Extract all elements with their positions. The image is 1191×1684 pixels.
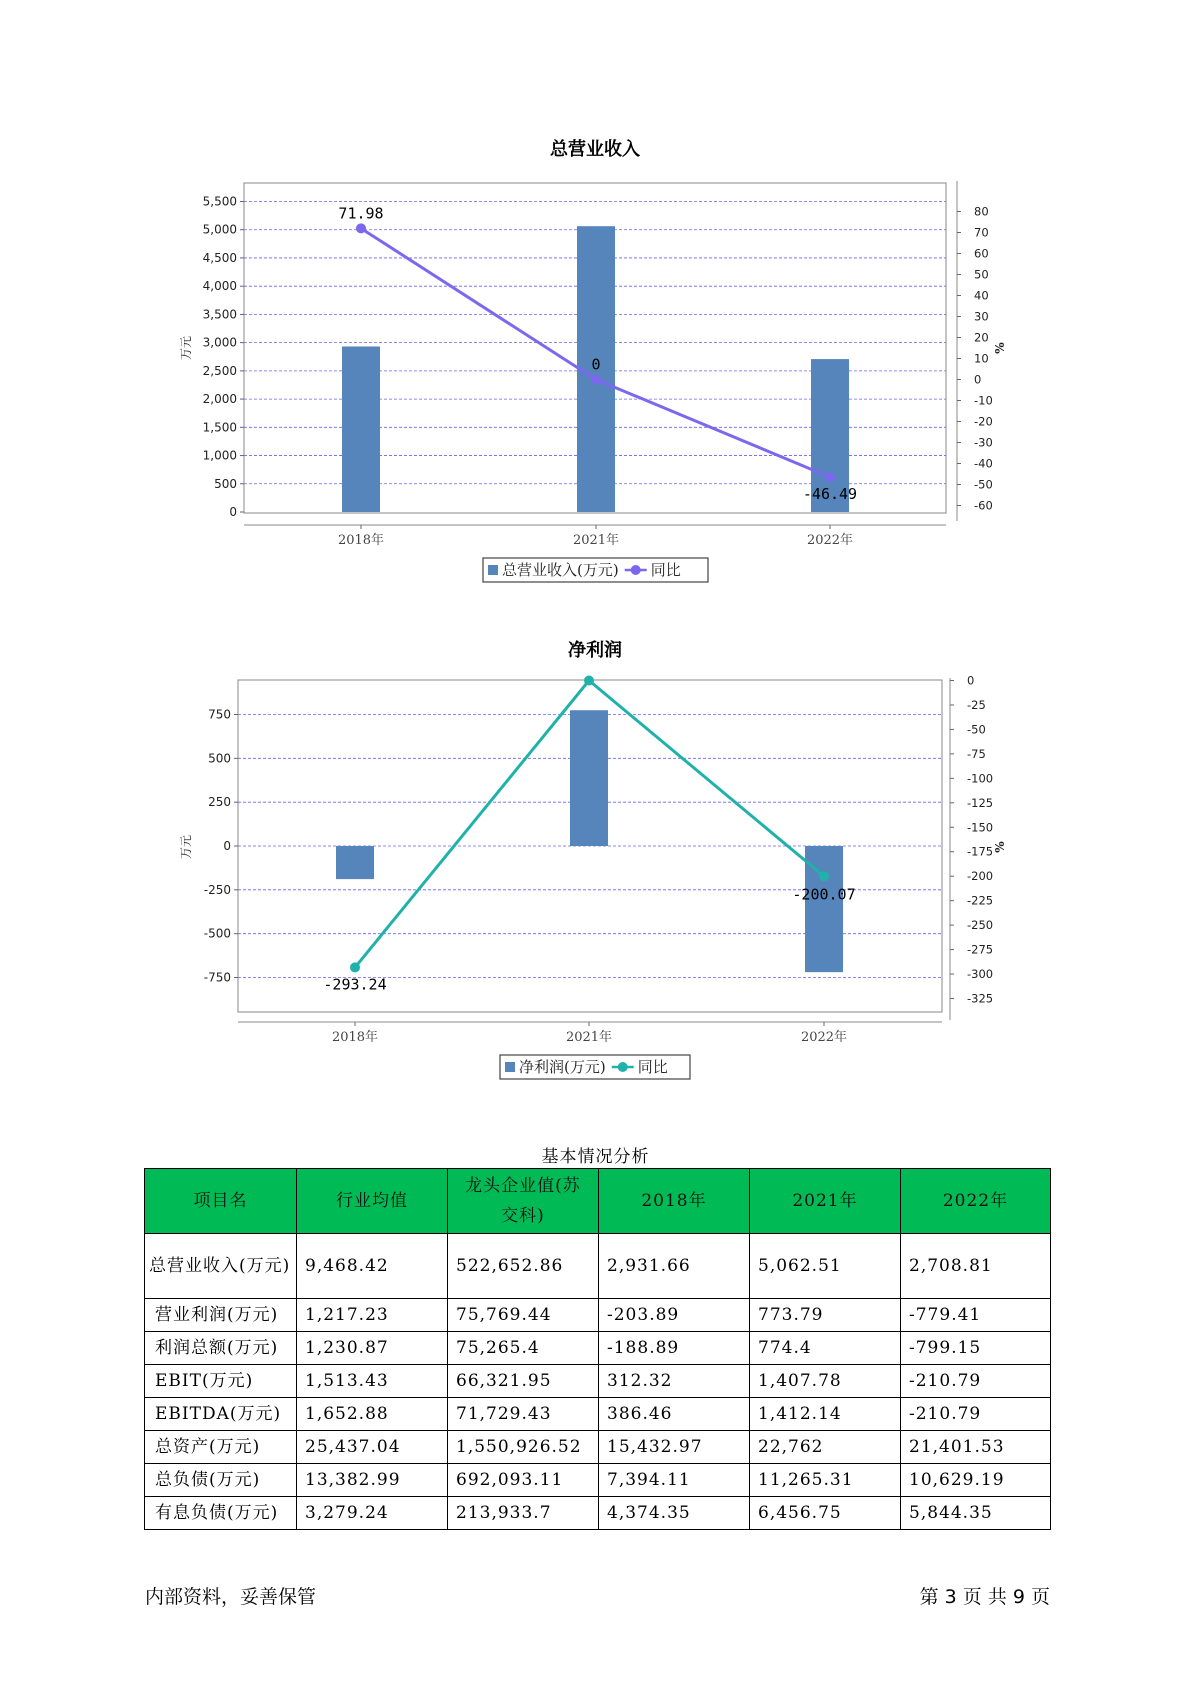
chart-title: 总营业收入 xyxy=(550,139,640,160)
data-label: 0 xyxy=(591,355,601,374)
right-tick-label: -25 xyxy=(967,697,986,712)
table-cell: 15,432.97 xyxy=(599,1431,750,1464)
table-row xyxy=(145,1431,1051,1464)
table-row xyxy=(145,1299,1051,1332)
table-cell: 9,468.42 xyxy=(297,1234,448,1299)
table-body xyxy=(145,1234,1051,1530)
table-cell: -188.89 xyxy=(599,1332,750,1365)
right-tick-label: -50 xyxy=(974,477,993,492)
table-row-label: 总营业收入(万元) xyxy=(145,1234,297,1299)
table-row-label: EBIT(万元) xyxy=(145,1365,297,1398)
table-row-label: 利润总额(万元) xyxy=(145,1332,297,1365)
left-tick-label: 3,500 xyxy=(202,307,237,322)
left-tick-label: 5,500 xyxy=(202,194,237,209)
header-2018: 2018年 xyxy=(599,1169,750,1234)
left-tick-label: 4,000 xyxy=(202,279,237,294)
legend-line-label: 同比 xyxy=(637,1058,668,1076)
table-row-label: EBITDA(万元) xyxy=(145,1398,297,1431)
right-tick-label: -40 xyxy=(974,456,993,471)
data-label: -200.07 xyxy=(792,885,856,904)
legend-line-label: 同比 xyxy=(650,561,681,579)
x-tick-label: 2018年 xyxy=(331,1030,379,1045)
table-cell: 1,230.87 xyxy=(297,1332,448,1365)
table-title: 基本情况分析 xyxy=(541,1147,650,1167)
x-tick-label: 2018年 xyxy=(337,533,385,548)
table-cell: 22,762 xyxy=(750,1431,901,1464)
right-tick-label: -225 xyxy=(967,893,994,908)
table-row xyxy=(145,1332,1051,1365)
left-tick-label: 2,000 xyxy=(202,392,237,407)
net-profit-chart-svg xyxy=(0,630,1191,1100)
table-cell: 5,062.51 xyxy=(750,1234,901,1299)
left-tick-label: 3,000 xyxy=(202,335,237,350)
left-tick-label: -750 xyxy=(203,970,231,985)
right-tick-label: -275 xyxy=(967,942,994,957)
right-tick-label: -325 xyxy=(967,991,994,1006)
table-cell: -203.89 xyxy=(599,1299,750,1332)
right-tick-label: -10 xyxy=(974,393,993,408)
x-tick-label: 2021年 xyxy=(565,1030,613,1045)
right-tick-label: 50 xyxy=(974,267,989,282)
table-cell: 13,382.99 xyxy=(297,1464,448,1497)
basic-analysis-table xyxy=(144,1168,1051,1530)
table-cell: 25,437.04 xyxy=(297,1431,448,1464)
table-cell: -210.79 xyxy=(901,1398,1051,1431)
right-tick-label: 60 xyxy=(974,246,989,261)
footer-page-number: 第 3 页 共 9 页 xyxy=(919,1586,1050,1608)
bar xyxy=(342,346,380,512)
x-tick-label: 2022年 xyxy=(806,533,854,548)
revenue-chart-svg xyxy=(0,130,1191,600)
left-tick-label: 4,500 xyxy=(202,250,237,265)
table-cell: 1,407.78 xyxy=(750,1365,901,1398)
right-tick-label: -20 xyxy=(974,414,993,429)
legend-bar-label: 总营业收入(万元) xyxy=(502,561,619,579)
left-tick-label: -500 xyxy=(203,926,231,941)
right-tick-label: 0 xyxy=(967,673,975,688)
table-cell: 75,265.4 xyxy=(448,1332,599,1365)
right-axis-label: % xyxy=(993,841,1007,853)
legend-bar-swatch xyxy=(505,1062,515,1072)
data-label: 71.98 xyxy=(338,204,384,223)
right-tick-label: 20 xyxy=(974,330,989,345)
right-tick-label: -175 xyxy=(967,844,994,859)
table-cell: 522,652.86 xyxy=(448,1234,599,1299)
table-cell: 1,513.43 xyxy=(297,1365,448,1398)
table-row-label: 总负债(万元) xyxy=(145,1464,297,1497)
header-2021: 2021年 xyxy=(750,1169,901,1234)
table-cell: 3,279.24 xyxy=(297,1497,448,1530)
table-cell: 692,093.11 xyxy=(448,1464,599,1497)
left-tick-label: 250 xyxy=(208,795,231,810)
table-row xyxy=(145,1464,1051,1497)
table-cell: 5,844.35 xyxy=(901,1497,1051,1530)
legend-bar-label: 净利润(万元) xyxy=(519,1058,606,1076)
legend-bar-swatch xyxy=(488,565,498,575)
table-row-label: 总资产(万元) xyxy=(145,1431,297,1464)
table-cell: 773.79 xyxy=(750,1299,901,1332)
right-tick-label: -50 xyxy=(967,722,986,737)
right-tick-label: 80 xyxy=(974,204,989,219)
table-cell: 1,652.88 xyxy=(297,1398,448,1431)
yoy-point xyxy=(825,472,835,482)
right-tick-label: 30 xyxy=(974,309,989,324)
left-tick-label: 1,000 xyxy=(202,448,237,463)
table-cell: 386.46 xyxy=(599,1398,750,1431)
table-cell: 66,321.95 xyxy=(448,1365,599,1398)
table-cell: 312.32 xyxy=(599,1365,750,1398)
yoy-point xyxy=(819,871,829,881)
left-axis-label: 万元 xyxy=(179,834,193,860)
footer-confidential-note: 内部资料，妥善保管 xyxy=(145,1586,317,1608)
table-row xyxy=(145,1497,1051,1530)
table-cell: -210.79 xyxy=(901,1365,1051,1398)
table-cell: 4,374.35 xyxy=(599,1497,750,1530)
table-row-label: 有息负债(万元) xyxy=(145,1497,297,1530)
yoy-point xyxy=(350,962,360,972)
data-label: -293.24 xyxy=(323,975,387,994)
table-cell: 11,265.31 xyxy=(750,1464,901,1497)
table-row xyxy=(145,1365,1051,1398)
header-industry-average: 行业均值 xyxy=(297,1169,448,1234)
left-tick-label: 0 xyxy=(223,839,231,853)
table-cell: 1,550,926.52 xyxy=(448,1431,599,1464)
left-tick-label: 750 xyxy=(208,707,231,722)
right-tick-label: -30 xyxy=(974,435,993,450)
table-header-row xyxy=(145,1169,1051,1234)
table-cell: 10,629.19 xyxy=(901,1464,1051,1497)
right-tick-label: -200 xyxy=(967,869,994,884)
table-cell: 1,412.14 xyxy=(750,1398,901,1431)
x-tick-label: 2021年 xyxy=(572,533,620,548)
right-tick-label: -125 xyxy=(967,795,994,810)
table-row xyxy=(145,1398,1051,1431)
table-cell: 75,769.44 xyxy=(448,1299,599,1332)
right-tick-label: -250 xyxy=(967,918,994,933)
bar xyxy=(570,710,608,846)
header-item-name: 项目名 xyxy=(145,1169,297,1234)
yoy-point xyxy=(584,676,594,686)
data-label: -46.49 xyxy=(802,485,858,504)
header-leader-value: 龙头企业值(苏交科) xyxy=(448,1169,599,1234)
table-cell: 2,931.66 xyxy=(599,1234,750,1299)
table-cell: 2,708.81 xyxy=(901,1234,1051,1299)
bar xyxy=(336,846,374,879)
right-tick-label: 10 xyxy=(974,351,989,366)
left-axis-label: 万元 xyxy=(179,335,193,361)
net-profit-chart xyxy=(0,630,1191,1100)
right-tick-label: -75 xyxy=(967,746,986,761)
right-tick-label: -150 xyxy=(967,820,994,835)
right-tick-label: 0 xyxy=(974,372,982,387)
left-tick-label: 500 xyxy=(208,751,231,766)
right-axis-label: % xyxy=(993,342,1007,354)
table-cell: 213,933.7 xyxy=(448,1497,599,1530)
table-cell: 1,217.23 xyxy=(297,1299,448,1332)
header-2022: 2022年 xyxy=(901,1169,1051,1234)
table-row-label: 营业利润(万元) xyxy=(145,1299,297,1332)
right-tick-label: -300 xyxy=(967,967,994,982)
chart-title: 净利润 xyxy=(568,640,622,661)
table-cell: 7,394.11 xyxy=(599,1464,750,1497)
table-cell: 6,456.75 xyxy=(750,1497,901,1530)
right-tick-label: 40 xyxy=(974,288,989,303)
legend-line-marker xyxy=(631,565,641,575)
table-cell: -779.41 xyxy=(901,1299,1051,1332)
right-tick-label: -100 xyxy=(967,771,994,786)
table-cell: 21,401.53 xyxy=(901,1431,1051,1464)
left-tick-label: 2,500 xyxy=(202,363,237,378)
table-cell: -799.15 xyxy=(901,1332,1051,1365)
table-cell: 71,729.43 xyxy=(448,1398,599,1431)
left-tick-label: 5,000 xyxy=(202,222,237,237)
table-row xyxy=(145,1234,1051,1299)
table-cell: 774.4 xyxy=(750,1332,901,1365)
x-tick-label: 2022年 xyxy=(800,1030,848,1045)
left-tick-label: 0 xyxy=(229,505,237,519)
revenue-chart xyxy=(0,130,1191,600)
right-tick-label: 70 xyxy=(974,225,989,240)
left-tick-label: 1,500 xyxy=(202,420,237,435)
yoy-point xyxy=(356,223,366,233)
yoy-point xyxy=(591,375,601,385)
legend-line-marker xyxy=(618,1062,628,1072)
left-tick-label: -250 xyxy=(203,882,231,897)
left-tick-label: 500 xyxy=(214,476,237,491)
right-tick-label: -60 xyxy=(974,498,993,513)
